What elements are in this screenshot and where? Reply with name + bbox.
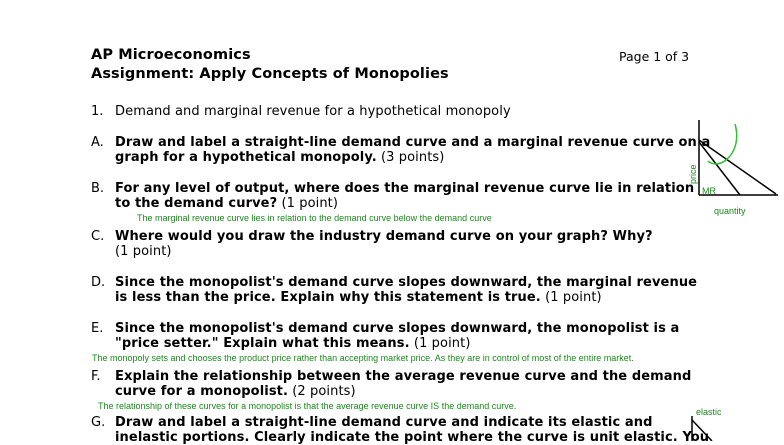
- question-g-line1: Draw and label a straight-line demand curve and indicate its elastic and: [115, 415, 653, 430]
- question-g-line2: inelastic portions. Clearly indicate the point where the curve is unit elastic. You: [115, 430, 710, 445]
- graph2-demand-curve: [692, 420, 712, 441]
- question-d-points: (1 point): [545, 290, 602, 305]
- question-f-number: F.: [91, 369, 101, 384]
- graph1-mr-label: MR: [702, 186, 716, 196]
- course-title: AP Microeconomics: [91, 47, 251, 63]
- answer-b: The marginal revenue curve lies in relation to the demand curve below the demand curve: [137, 213, 492, 223]
- question-f-line2: curve for a monopolist.: [115, 384, 289, 399]
- question-c-points: (1 point): [115, 244, 172, 259]
- question-f-line2-wrap: [115, 384, 356, 399]
- answer-e: The monopoly sets and chooses the product price rather than accepting market price. As they are in control of most of the entire market.: [92, 353, 634, 363]
- question-d-number: D.: [91, 275, 106, 290]
- page-indicator: Page 1 of 3: [619, 49, 690, 64]
- question-a-number: A.: [91, 135, 104, 150]
- question-d-line1: Since the monopolist's demand curve slopes downward, the marginal revenue: [115, 275, 698, 290]
- question-a-points: (3 points): [381, 150, 445, 165]
- answer-f: The relationship of these curves for a monopolist is that the average revenue curve IS the demand curve.: [98, 401, 517, 411]
- assignment-title: Assignment: Apply Concepts of Monopolies: [91, 66, 449, 82]
- question-e-number: E.: [91, 321, 104, 336]
- question-1-text: Demand and marginal revenue for a hypothetical monopoly: [115, 104, 511, 119]
- question-c-line1: Where would you draw the industry demand curve on your graph? Why?: [115, 229, 653, 244]
- graph1-y-label: price: [688, 164, 698, 184]
- question-b-line1: For any level of output, where does the marginal revenue curve lie in relation: [115, 181, 695, 196]
- question-b-points: (1 point): [281, 196, 339, 211]
- graph2-elastic-label: elastic: [696, 407, 722, 417]
- question-b-number: B.: [91, 181, 105, 196]
- question-f-line1: Explain the relationship between the average revenue curve and the demand: [115, 369, 692, 384]
- question-c-number: C.: [91, 229, 105, 244]
- graph1-green-curve: [708, 124, 737, 164]
- question-a-line2-wrap: [115, 150, 444, 165]
- question-e-line2-wrap: [115, 336, 471, 351]
- question-b-line2-wrap: [115, 196, 338, 211]
- question-1-number: 1.: [91, 104, 104, 119]
- question-a-line2: graph for a hypothetical monopoly.: [115, 150, 377, 165]
- question-e-line2: "price setter." Explain what this means.: [115, 336, 410, 351]
- question-e-points: (1 point): [413, 336, 471, 351]
- question-a-line1: Draw and label a straight-line demand curve and a marginal revenue curve on a: [115, 135, 711, 150]
- question-d-line2: is less than the price. Explain why this statement is true.: [115, 290, 541, 305]
- question-b-line2: to the demand curve?: [115, 196, 278, 211]
- question-g-number: G.: [91, 415, 106, 430]
- monopoly-graph: [686, 118, 784, 218]
- question-e-line1: Since the monopolist's demand curve slopes downward, the monopolist is a: [115, 321, 680, 336]
- question-d-line2-wrap: [115, 290, 602, 305]
- question-f-points: (2 points): [292, 384, 356, 399]
- graph1-x-label: quantity: [714, 206, 746, 216]
